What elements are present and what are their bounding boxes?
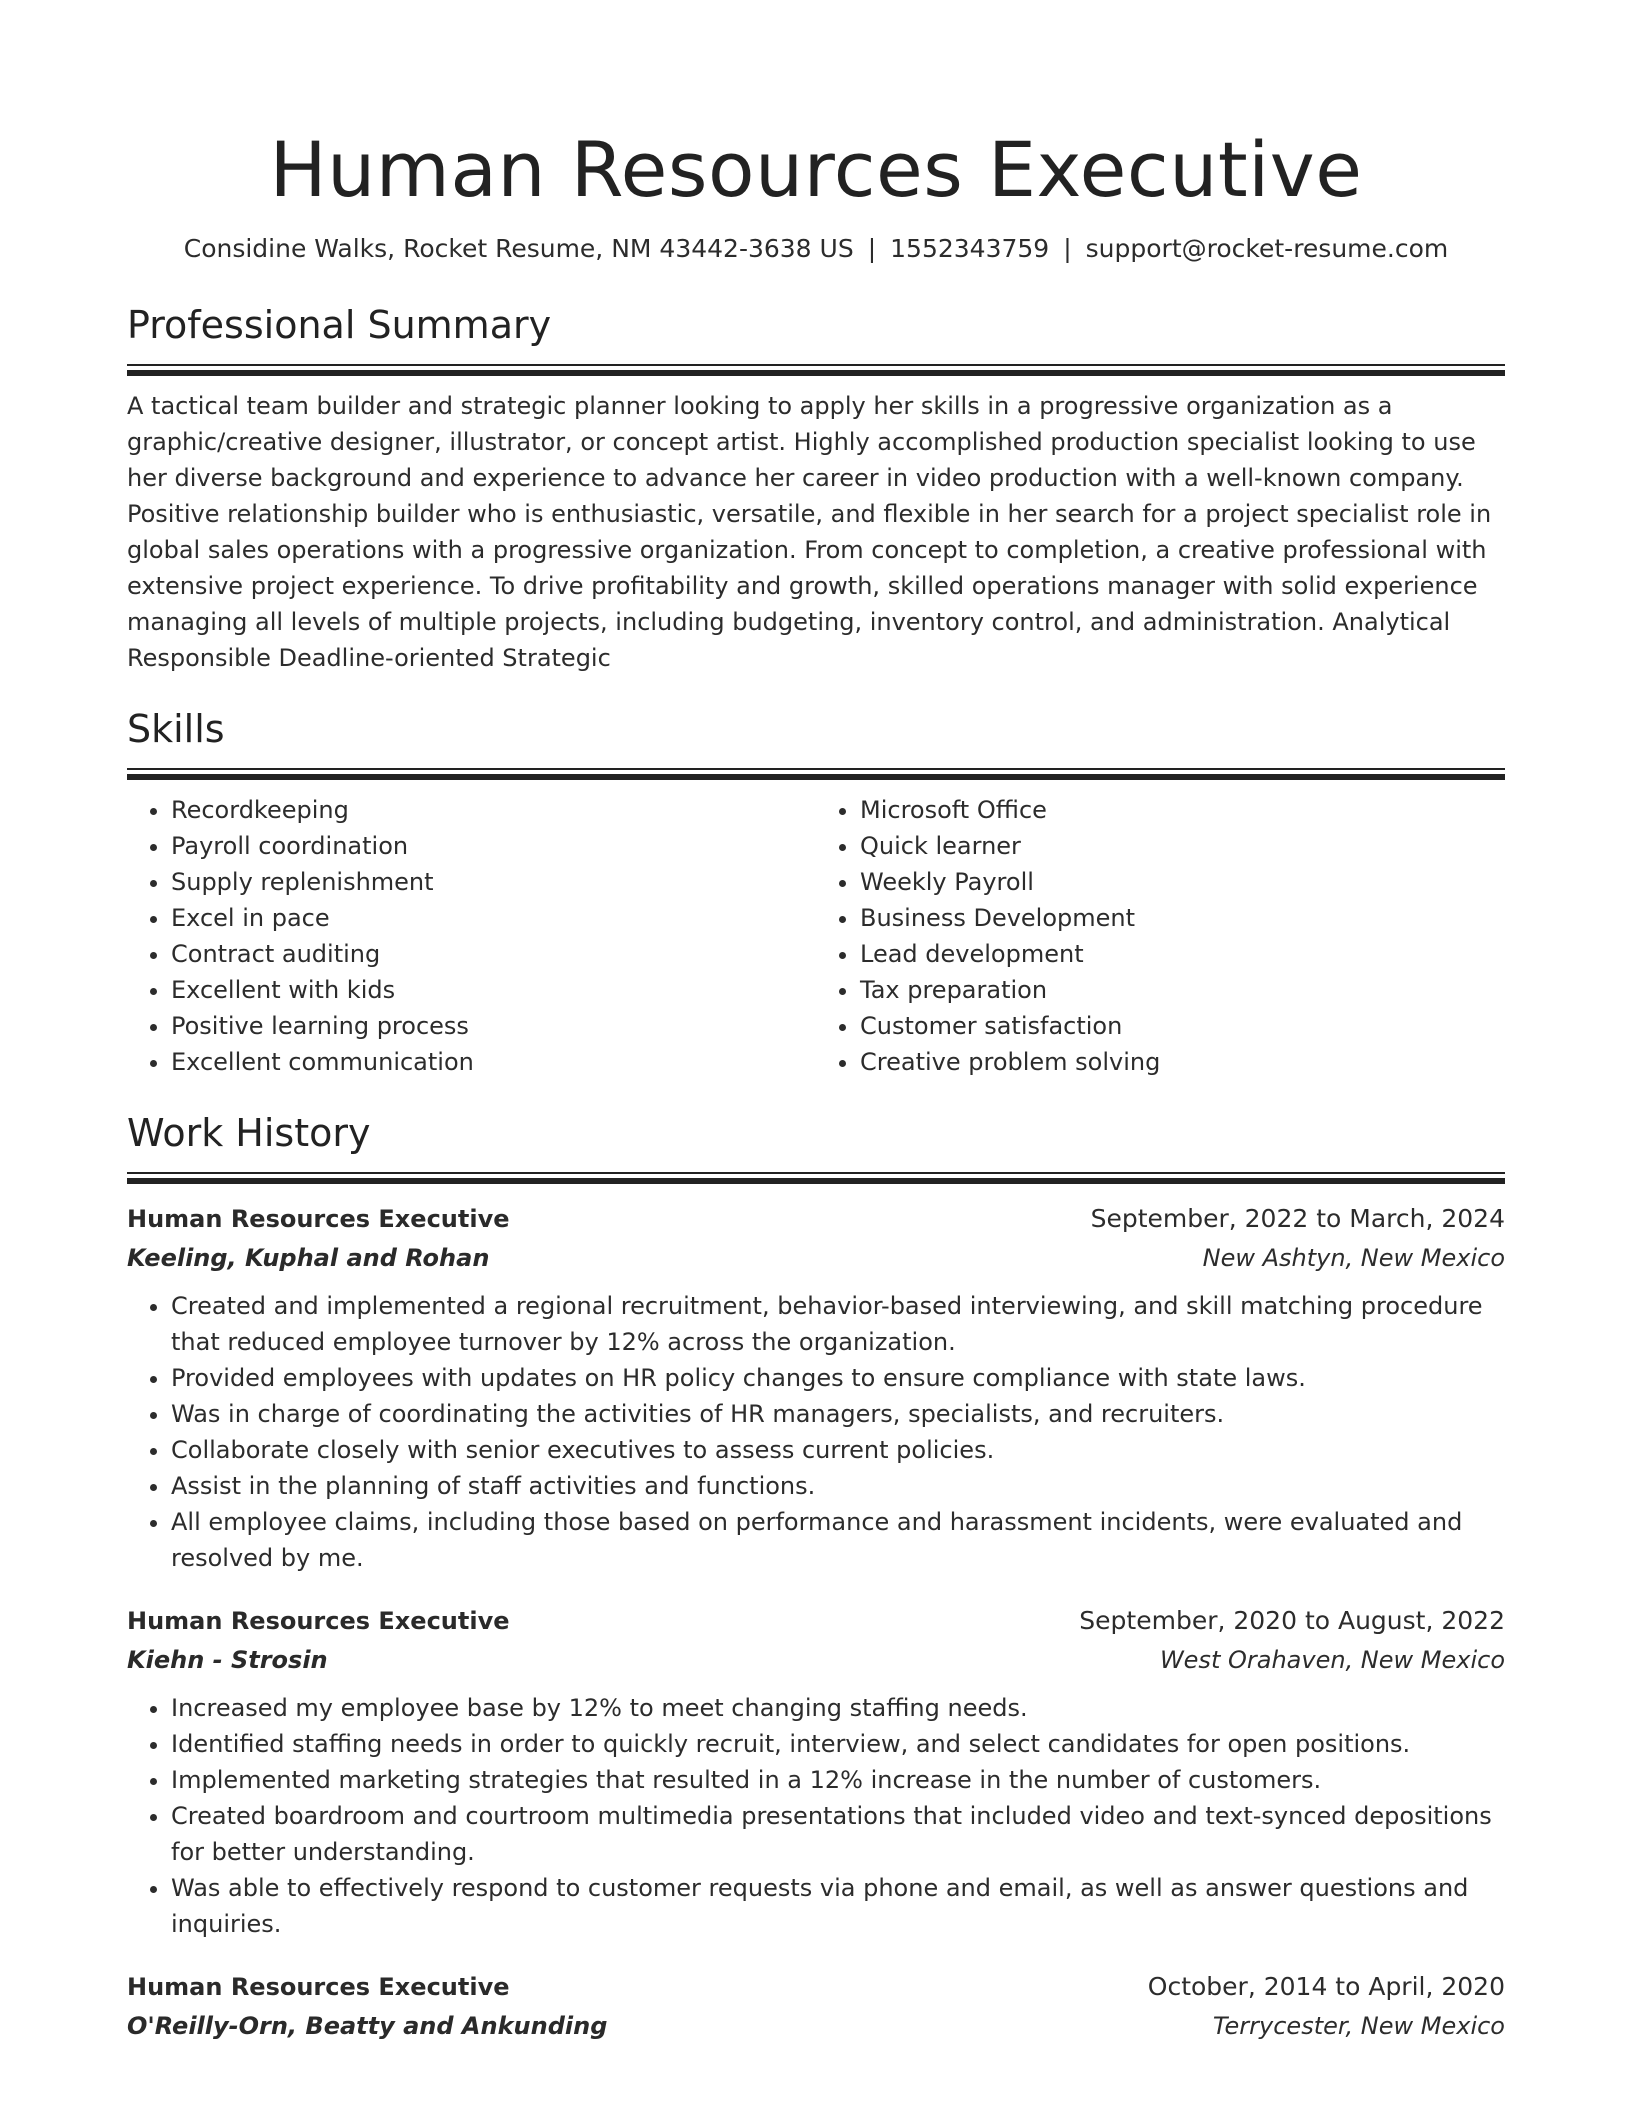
skill-item: • Positive learning process [171,1008,816,1044]
job-header-row [127,1200,1505,1238]
skill-item: • Supply replenishment [171,864,816,900]
skill-item: • Creative problem solving [860,1044,1505,1080]
job-bullet: • Assist in the planning of staff activities and functions. [171,1468,1505,1504]
section-heading-work: Work History [127,1111,371,1155]
skill-item: • Excel in pace [171,900,816,936]
job-title: Human Resources Executive [127,1973,510,2001]
contact-address: Considine Walks, Rocket Resume, NM 43442-3638 US [183,234,854,263]
section-heading-skills: Skills [127,707,225,751]
job-company-row [127,1640,1505,1680]
skill-item: • Tax preparation [860,972,1505,1008]
job-company: Kiehn - Strosin [127,1646,328,1674]
job-bullet: • Was able to effectively respond to customer requests via phone and email, as well as answer questions and inquiries. [171,1870,1505,1942]
job-bullet: • Created and implemented a regional recruitment, behavior-based interviewing, and skill matching procedure that reduced employee turnover by 12% across the organization. [171,1288,1505,1360]
summary-text: A tactical team builder and strategic planner looking to apply her skills in a progressive organization as a graphic/creative designer, illustrator, or concept artist. Highly accomplished production specialist looking to use her diverse background and experience to advance her career in video production with a well-known company. Positive relationship builder who is enthusiastic, versatile, and flexible in her search for a project specialist role in global sales operations with a progressive organization. From concept to completion, a creative professional with extensive project experience. To drive profitability and growth, skilled operations manager with solid experience managing all levels of multiple projects, including budgeting, inventory control, and administration. Analytical Responsible Deadline-oriented Strategic [127,392,1492,672]
job-dates: September, 2020 to August, 2022 [1079,1606,1505,1635]
job-location: New Ashtyn, New Mexico [1202,1244,1505,1272]
skill-item: • Weekly Payroll [860,864,1505,900]
skill-item: • Customer satisfaction [860,1008,1505,1044]
job-dates: October, 2014 to April, 2020 [1147,1972,1505,2001]
job-bullet: • Identified staffing needs in order to quickly recruit, interview, and select candidates for open positions. [171,1726,1505,1762]
skill-item: • Contract auditing [171,936,816,972]
section-heading-summary: Professional Summary [127,303,552,347]
job-location: West Orahaven, New Mexico [1159,1646,1505,1674]
job-company-row [127,2006,1505,2046]
job-bullets [127,1690,1505,1942]
contact-phone[interactable]: 1552343759 [890,234,1050,263]
section-divider [127,364,1505,376]
skill-item: • Quick learner [860,828,1505,864]
job-company: Keeling, Kuphal and Rohan [127,1244,490,1272]
skills-list-right [816,792,1505,1080]
job-entry [127,1602,1505,1942]
job-entry [127,1968,1505,2046]
skill-item: • Excellent with kids [171,972,816,1008]
job-bullets [127,1288,1505,1576]
contact-email[interactable]: support@rocket-resume.com [1085,234,1449,263]
skill-item: • Lead development [860,936,1505,972]
contact-separator: | [867,234,877,263]
skill-item: • Recordkeeping [171,792,816,828]
skills-list-left [127,792,816,1080]
skill-item: • Payroll coordination [171,828,816,864]
skills-grid [127,792,1505,1080]
job-company: O'Reilly-Orn, Beatty and Ankunding [127,2012,608,2040]
professional-summary-section [127,300,1505,676]
contact-line [127,232,1505,266]
skill-item: • Microsoft Office [860,792,1505,828]
job-dates: September, 2022 to March, 2024 [1090,1204,1505,1233]
work-history-section [127,1108,1505,2046]
job-bullet: • Was in charge of coordinating the activities of HR managers, specialists, and recruiters. [171,1396,1505,1432]
job-bullet: • Implemented marketing strategies that resulted in a 12% increase in the number of customers. [171,1762,1505,1798]
job-header-row [127,1602,1505,1640]
section-divider [127,768,1505,780]
skills-section [127,704,1505,1080]
job-bullet: • Provided employees with updates on HR policy changes to ensure compliance with state laws. [171,1360,1505,1396]
job-location: Terrycester, New Mexico [1212,2012,1505,2040]
job-bullet: • Created boardroom and courtroom multimedia presentations that included video and text-synced depositions for better understanding. [171,1798,1505,1870]
job-bullet: • All employee claims, including those based on performance and harassment incidents, were evaluated and resolved by me. [171,1504,1505,1576]
job-title: Human Resources Executive [127,1607,510,1635]
job-bullet: • Collaborate closely with senior executives to assess current policies. [171,1432,1505,1468]
contact-separator: | [1063,234,1072,263]
resume-title: Human Resources Executive [269,125,1363,214]
job-company-row [127,1238,1505,1278]
job-header-row [127,1968,1505,2006]
section-divider [127,1172,1505,1184]
job-entry [127,1200,1505,1576]
skill-item: • Excellent communication [171,1044,816,1080]
job-title: Human Resources Executive [127,1205,510,1233]
skill-item: • Business Development [860,900,1505,936]
job-bullet: • Increased my employee base by 12% to meet changing staffing needs. [171,1690,1505,1726]
